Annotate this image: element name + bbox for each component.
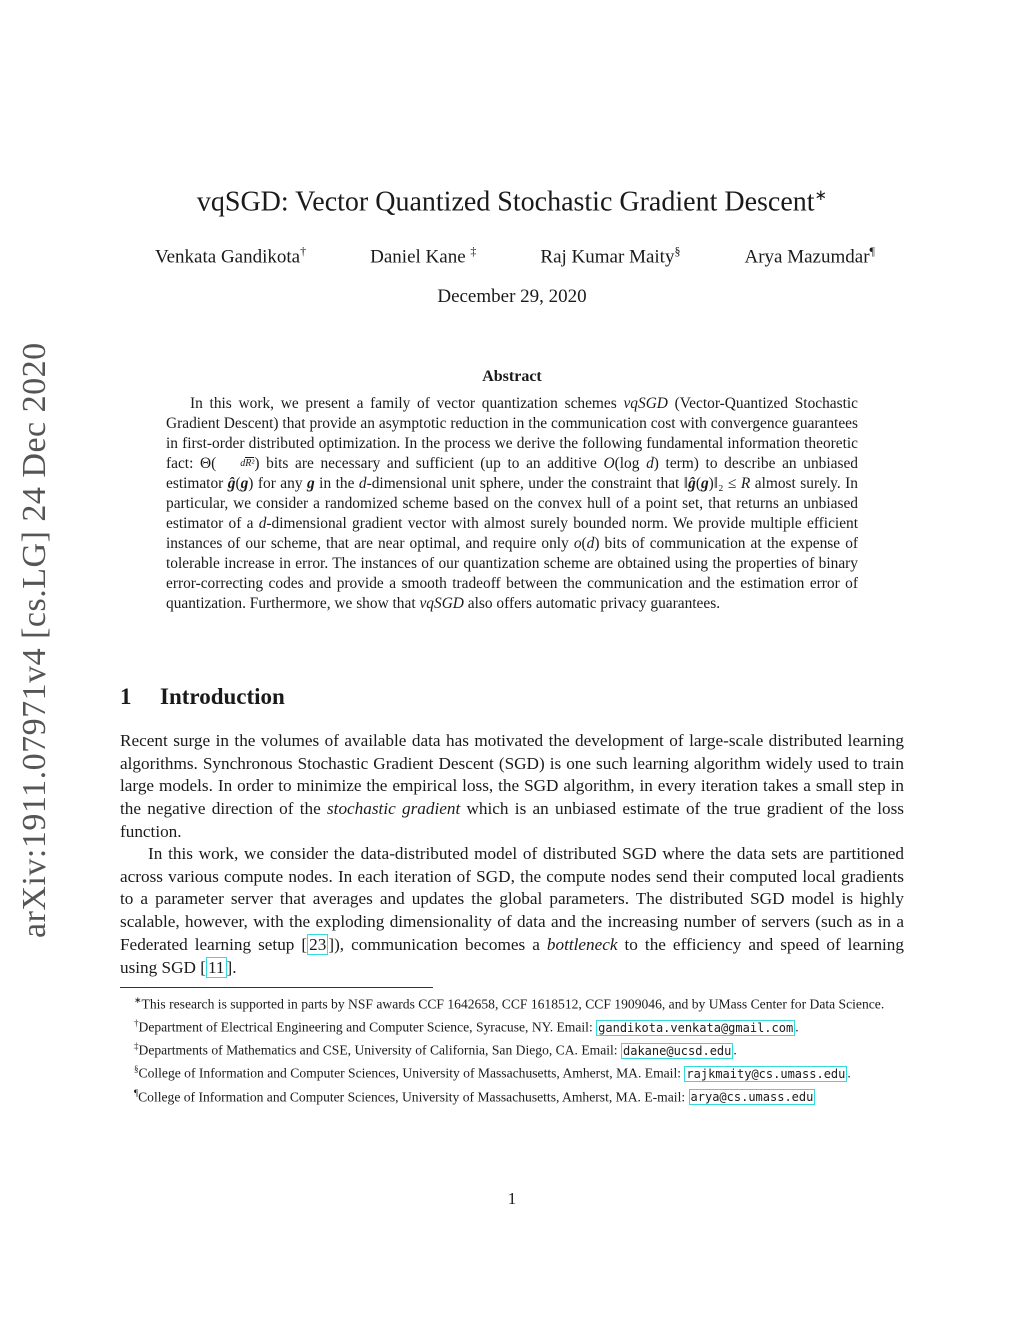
- intro-paragraph-2: In this work, we consider the data-distributed model of distributed SGD where the data sets are partitioned across various compute nodes. In each iteration of SGD, the compute nodes send their computed local gradients to a parameter server that averages and updates the global parameters. The distributed SGD model is highly scalable, however, with the exploding dimensionality of data and the increasing number of servers (such as in a Federated learning setup [ 23 ]), communication becomes a bottleneck to the efficiency and speed of learning using SGD [ 11 ].: [120, 844, 904, 977]
- footnote-divider: [120, 987, 433, 988]
- paper-title: [0, 186, 1024, 218]
- section-title: Introduction: [160, 684, 285, 709]
- fraction: dR²: [240, 458, 255, 470]
- section-heading-introduction: [120, 684, 285, 710]
- title-footnote-mark: ∗: [814, 188, 828, 204]
- author-gandikota: [155, 244, 306, 268]
- email-link-mazumdar[interactable]: arya@cs.umass.edu: [690, 1090, 814, 1105]
- footnote-maity: §College of Information and Computer Sciences, University of Massachusetts, Amherst, MA. Email: rajkmaity@cs.umass.edu .: [134, 1064, 851, 1081]
- footnote-funding: ∗This research is supported in parts by NSF awards CCF 1642658, CCF 1618512, CCF 1909046, and by UMass Center for Data Science.: [134, 995, 885, 1012]
- email-link-maity[interactable]: rajkmaity@cs.umass.edu: [686, 1066, 846, 1081]
- author-list: [155, 244, 875, 268]
- page-number: 1: [507, 1189, 517, 1208]
- citation-link-11[interactable]: 11: [207, 957, 225, 977]
- author-mark: §: [674, 244, 681, 258]
- arxiv-identifier-stamp: arXiv:1911.07971v4 [cs.LG] 24 Dec 2020: [16, 342, 53, 938]
- author-mazumdar: [745, 244, 875, 268]
- intro-paragraph-1: Recent surge in the volumes of available data has motivated the development of large-scale distributed learning algorithms. Synchronous Stochastic Gradient Descent (SGD) is one such learning algorithm widely used to train large models. In order to minimize the empirical loss, the SGD algorithm, in every iteration takes a small step in the negative direction of the stochastic gradient which is an unbiased estimate of the true gradient of the loss function.: [120, 731, 904, 841]
- footnote-kane: ‡Departments of Mathematics and CSE, University of California, San Diego, CA. Email: dakane@ucsd.edu .: [134, 1041, 737, 1058]
- author-kane: [370, 244, 476, 268]
- author-name: Arya Mazumdar: [744, 246, 870, 268]
- author-name: Venkata Gandikota: [155, 246, 301, 268]
- author-mark: ‡: [470, 244, 477, 258]
- footnote-gandikota: †Department of Electrical Engineering and Computer Science, Syracuse, NY. Email: gandikota.venkata@gmail.com .: [134, 1018, 799, 1035]
- author-mark: ¶: [869, 244, 875, 258]
- abstract-body: In this work, we present a family of vector quantization schemes vqSGD (Vector-Quantized Stochastic Gradient Descent) that provide an asymptotic reduction in the communication cost with convergence guarantees in first-order distributed optimization. In the process we derive the following fundamental information theoretic fact: Θ( dR²) bits are necessary and sufficient (up to an additive O(log d) term) to describe an unbiased estimator ĝ(g) for any g in the d-dimensional unit sphere, under the constraint that ‖ĝ(g)‖₂ ≤ R almost surely. In particular, we consider a randomized scheme based on the convex hull of a point set, that returns an unbiased estimator of a d-dimensional gradient vector with almost surely bounded norm. We provide multiple efficient instances of our scheme, that are near optimal, and require only o(d) bits of communication at the expense of tolerable increase in error. The instances of our quantization scheme are obtained using the properties of binary error-correcting codes and provide a smooth tradeoff between the communication and the estimation error of quantization. Furthermore, we show that vqSGD also offers automatic privacy guarantees.: [166, 395, 859, 612]
- author-name: Raj Kumar Maity: [540, 246, 675, 268]
- footnotes: [120, 991, 906, 1107]
- abstract-heading: Abstract: [482, 368, 542, 385]
- citation-link-23[interactable]: 23: [309, 934, 327, 954]
- paper-date: December 29, 2020: [437, 286, 587, 307]
- author-mark: †: [300, 244, 307, 258]
- author-name: Daniel Kane: [370, 246, 471, 268]
- title-text: vqSGD: Vector Quantized Stochastic Gradient Descent: [196, 186, 815, 218]
- email-link-gandikota[interactable]: gandikota.venkata@gmail.com: [598, 1020, 794, 1035]
- author-maity: [540, 244, 680, 268]
- email-link-kane[interactable]: dakane@ucsd.edu: [623, 1043, 732, 1058]
- section-number: 1: [120, 684, 132, 709]
- footnote-mazumdar: ¶College of Information and Computer Sciences, University of Massachusetts, Amherst, MA. E-mail: arya@cs.umass.edu: [134, 1087, 814, 1105]
